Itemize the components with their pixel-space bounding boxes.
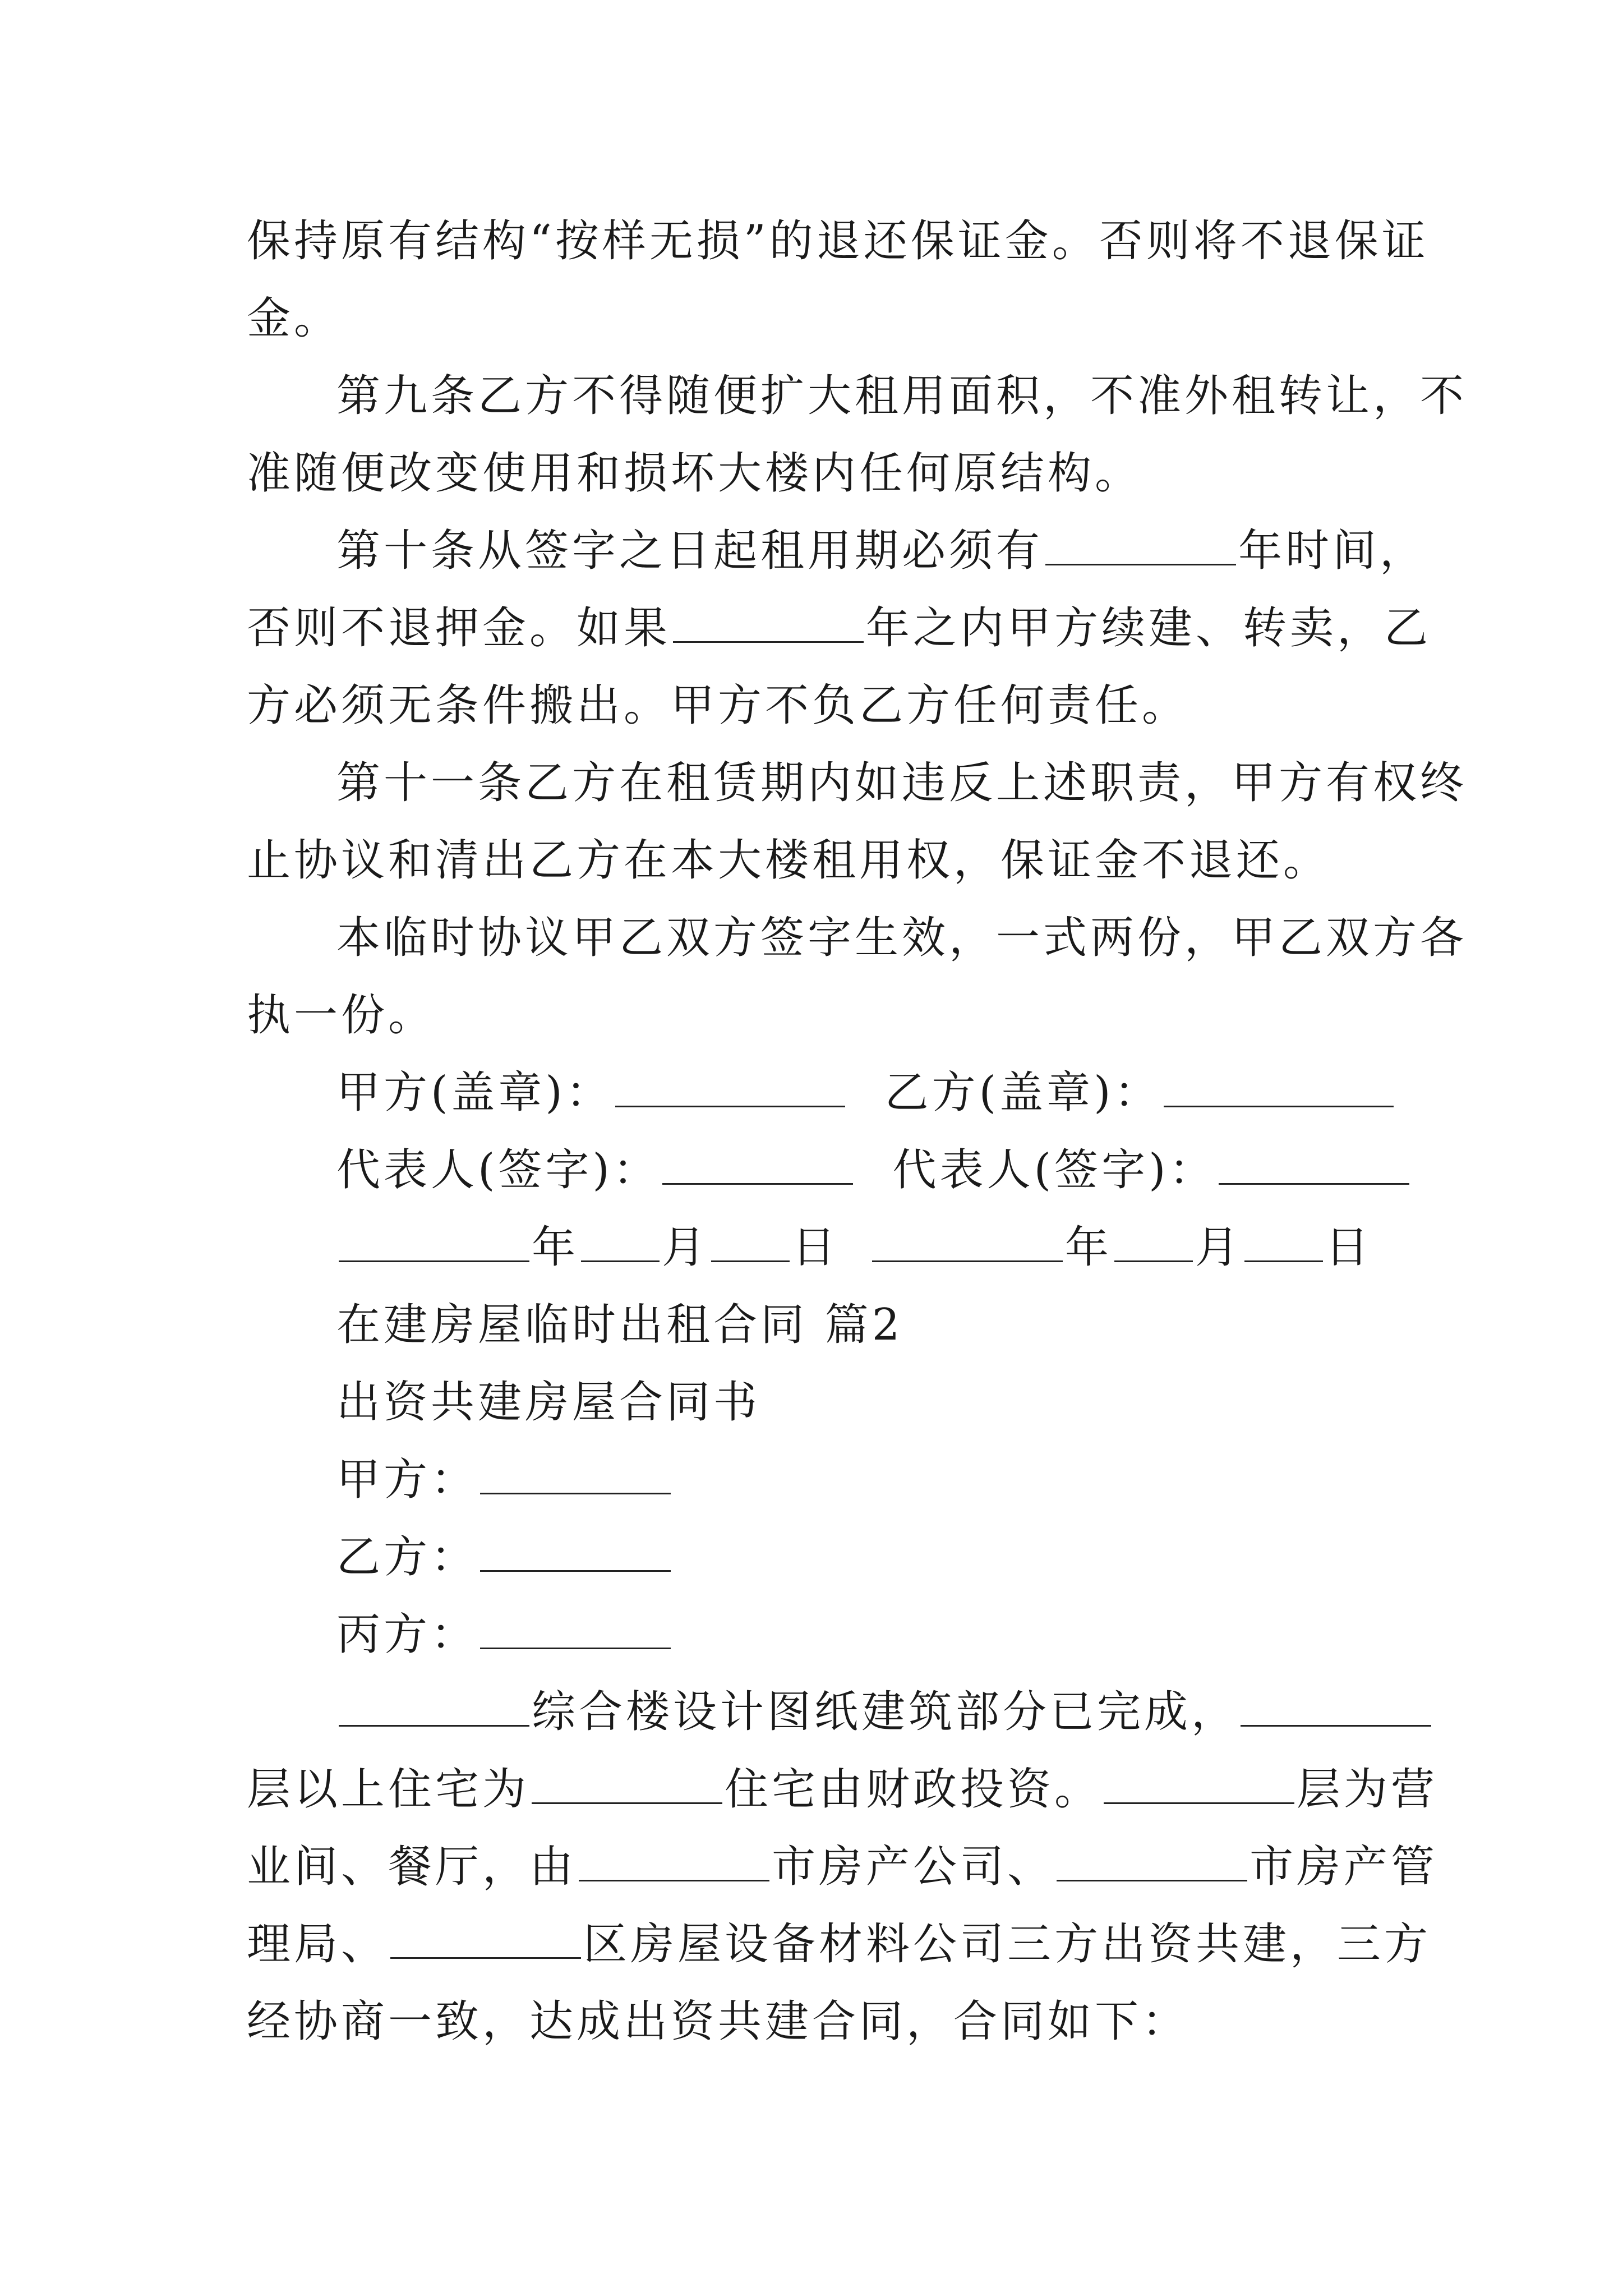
text: 出资共建房屋合同书 (336, 1377, 761, 1428)
text: 金。 (247, 293, 342, 344)
article-10-line-3 (247, 678, 1385, 734)
rep-a-field (662, 1147, 853, 1185)
article-11-line-2 (247, 832, 1385, 889)
article-10-line-1 (336, 523, 1427, 579)
party-a-seal-label: 甲方(盖章)： (336, 1068, 613, 1118)
text: 年 (532, 1222, 579, 1273)
text: 年 (1064, 1222, 1112, 1273)
party-a-row (336, 1452, 1385, 1508)
signature-rep-row (336, 1142, 1385, 1198)
rep-a-label: 代表人(签字)： (336, 1145, 660, 1195)
party-a-field (480, 1457, 671, 1494)
text: 在建房屋临时出租合同 篇2 (336, 1300, 903, 1350)
blank-field (673, 605, 864, 643)
month-field (581, 1225, 660, 1262)
text: 本临时协议甲乙双方签字生效，一式两份，甲乙双方各 (336, 913, 1468, 963)
article-9-line-1 (336, 368, 1468, 424)
party-b-field (480, 1534, 671, 1572)
effect-line-1 (336, 910, 1468, 966)
blank-field (1104, 1766, 1294, 1804)
blank-field (390, 1921, 581, 1959)
party-b-seal-field (1164, 1070, 1394, 1107)
text: 层为营 (1297, 1764, 1438, 1815)
blank-field (1045, 528, 1236, 565)
article-10-line-2 (247, 600, 1432, 656)
text: 年之内甲方续建、转卖，乙 (866, 603, 1432, 654)
text: 保持原有结构“按样无损”的退还保证金。否则将不退保证 (247, 216, 1429, 266)
day-field (1244, 1225, 1323, 1262)
blank-field (1241, 1689, 1431, 1727)
party-c-label: 丙方： (336, 1609, 478, 1660)
text: 住宅由财政投资。 (725, 1764, 1102, 1815)
party-b-row (336, 1529, 1385, 1585)
text: 综合楼设计图纸建筑部分已完成， (532, 1687, 1239, 1737)
text: 层以上住宅为 (247, 1764, 530, 1815)
body-line-4 (247, 1916, 1432, 1972)
party-b-seal-label: 乙方(盖章)： (884, 1068, 1161, 1118)
text: 区房屋设备材料公司三方出资共建，三方 (583, 1919, 1432, 1970)
blank-field (532, 1766, 722, 1804)
text: 年时间， (1238, 526, 1427, 576)
month-field (1114, 1225, 1193, 1262)
text: 准随便改变使用和损坏大楼内任何原结构。 (247, 448, 1142, 499)
text: 执一份。 (247, 990, 436, 1041)
text: 日 (1325, 1222, 1372, 1273)
text: 市房产管 (1249, 1842, 1438, 1892)
text: 第十一条乙方在租赁期内如违反上述职责，甲方有权终 (336, 758, 1468, 808)
section-heading (336, 1297, 1385, 1353)
party-c-field (480, 1612, 671, 1649)
article-11-line-1 (336, 755, 1468, 811)
blank-field (1057, 1844, 1247, 1881)
text: 第十条从签字之日起租用期必须有 (336, 526, 1044, 576)
rep-b-field (1219, 1147, 1409, 1185)
blank-field (579, 1844, 769, 1881)
text: 方必须无条件搬出。甲方不负乙方任何责任。 (247, 680, 1189, 731)
day-field (711, 1225, 790, 1262)
blank-field (339, 1689, 529, 1727)
paragraph-line (247, 291, 1385, 347)
body-line-2 (247, 1761, 1438, 1818)
paragraph-line (247, 213, 1429, 269)
text: 月 (1195, 1222, 1242, 1273)
text: 市房产公司、 (772, 1842, 1055, 1892)
party-a-seal-field (615, 1070, 845, 1107)
contract-title (336, 1374, 1385, 1430)
text: 理局、 (247, 1919, 389, 1970)
year-field (872, 1225, 1063, 1262)
body-line-3 (247, 1839, 1438, 1895)
body-line-1 (336, 1684, 1385, 1740)
party-a-label: 甲方： (336, 1455, 478, 1505)
party-b-label: 乙方： (336, 1532, 478, 1582)
year-field (339, 1225, 529, 1262)
text: 否则不退押金。如果 (247, 603, 671, 654)
effect-line-2 (247, 987, 1385, 1043)
signature-date-row (336, 1220, 1385, 1276)
body-line-5 (247, 1994, 1385, 2050)
text: 第九条乙方不得随便扩大租用面积，不准外租转让，不 (336, 371, 1468, 421)
text: 经协商一致，达成出资共建合同，合同如下： (247, 1996, 1189, 2047)
text: 日 (792, 1222, 840, 1273)
text: 业间、餐厅，由 (247, 1842, 577, 1892)
rep-b-label: 代表人(签字)： (892, 1145, 1216, 1195)
text: 止协议和清出乙方在本大楼租用权，保证金不退还。 (247, 835, 1331, 886)
article-9-line-2 (247, 445, 1385, 501)
signature-party-row (336, 1065, 1385, 1121)
text: 月 (662, 1222, 709, 1273)
party-c-row (336, 1607, 1385, 1663)
